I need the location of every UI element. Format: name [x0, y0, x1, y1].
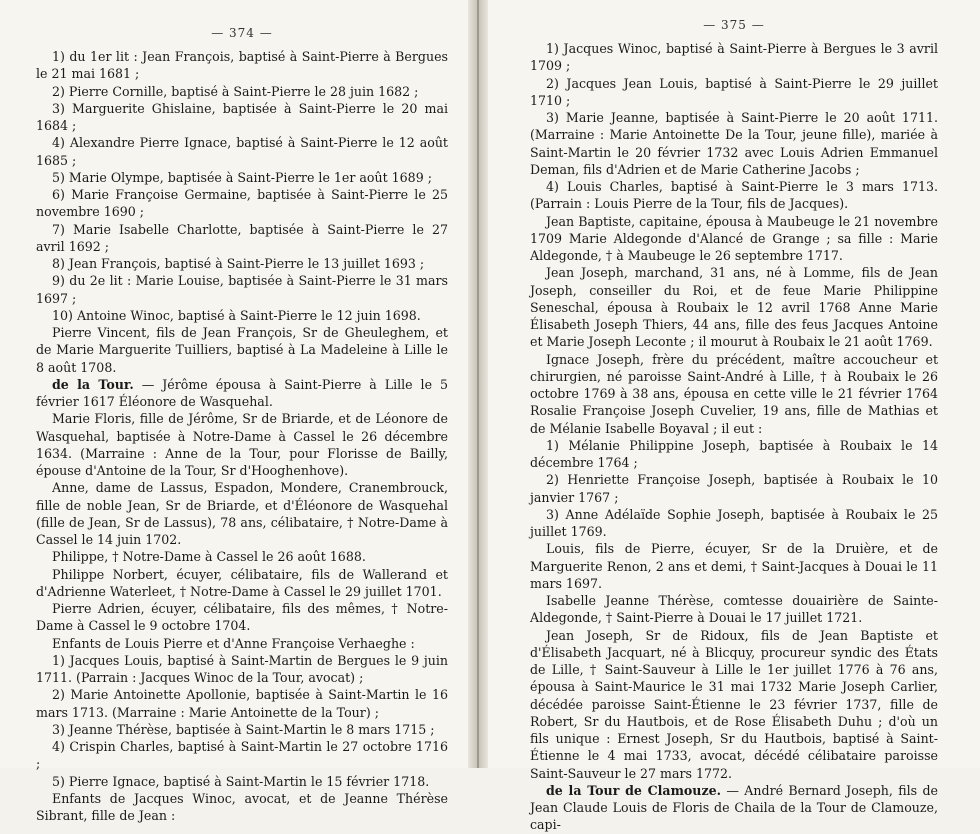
entry-paragraph: Isabelle Jeanne Thérèse, comtesse douairière de Sainte-Aldegonde, † Saint-Pierre à Douai le 17 juillet 1721. — [530, 593, 938, 626]
entry-paragraph: 6) Marie Françoise Germaine, baptisée à Saint-Pierre le 25 novembre 1690 ; — [36, 187, 448, 220]
entry-paragraph: 2) Pierre Cornille, baptisé à Saint-Pierre le 28 juin 1682 ; — [52, 83, 419, 99]
entry-paragraph: Enfants de Louis Pierre et d'Anne Françoise Verhaeghe : — [52, 635, 415, 651]
entry-paragraph: Pierre Vincent, fils de Jean François, Sr de Gheuleghem, et de Marie Marguerite Tuilliers, baptisé à La Madeleine à Lille le 8 août 1708. — [36, 325, 448, 375]
book-gutter — [468, 0, 488, 768]
entry-paragraph: 4) Crispin Charles, baptisé à Saint-Martin le 27 octobre 1716 ; — [36, 739, 448, 772]
page-number: — 375 — — [703, 18, 765, 32]
entry-paragraph: 1) du 1er lit : Jean François, baptisé à Saint-Pierre à Bergues le 21 mai 1681 ; — [36, 49, 448, 82]
entry-paragraph: 9) du 2e lit : Marie Louise, baptisée à Saint-Pierre le 31 mars 1697 ; — [36, 273, 448, 306]
right-page-text — [530, 40, 938, 834]
page-number: — 374 — — [211, 26, 273, 40]
entry-paragraph: 3) Anne Adélaïde Sophie Joseph, baptisée à Roubaix le 25 juillet 1769. — [530, 506, 938, 539]
entry-paragraph: 8) Jean François, baptisé à Saint-Pierre le 13 juillet 1693 ; — [52, 256, 425, 271]
entry-paragraph: 2) Jacques Jean Louis, baptisé à Saint-Pierre le 29 juillet 1710 ; — [530, 75, 938, 108]
entry-paragraph: Anne, dame de Lassus, Espadon, Mondere, Cranembrouck, fille de noble Jean, Sr de Briarde, et d'Éléonore de Wasquehal (fille de Jean, Sr de Lassus), 78 ans, célibataire, † Notre-Dame à Cassel le 14 juin 1702. — [36, 480, 448, 547]
left-page-text — [36, 48, 448, 824]
entry-paragraph: 2) Henriette Françoise Joseph, baptisée à Roubaix le 10 janvier 1767 ; — [530, 472, 938, 505]
entry-paragraph: Jean Baptiste, capitaine, épousa à Maubeuge le 21 novembre 1709 Marie Aldegonde d'Alancé de Grange ; sa fille : Marie Aldegonde, † à Maubeuge le 26 septembre 1717. — [530, 213, 938, 263]
entry-paragraph: 3) Marguerite Ghislaine, baptisée à Saint-Pierre le 20 mai 1684 ; — [36, 100, 448, 133]
entry-paragraph: Louis, fils de Pierre, écuyer, Sr de la Druière, et de Marguerite Renon, 2 ans et demi, † Saint-Jacques à Douai le 11 mars 1697. — [530, 541, 938, 591]
entry-paragraph: Jean Joseph, marchand, 31 ans, né à Lomme, fils de Jean Joseph, conseiller du Roi, et de feue Marie Philippine Seneschal, épousa à Roubaix le 12 avril 1768 Anne Marie Élisabeth Joseph Thiers, 44 ans, fille des feus Jacques Antoine et Marie Joseph Leconte ; il mourut à Roubaix le 21 août 1769. — [530, 265, 938, 350]
section-heading-paragraph: de la Tour. — Jérôme épousa à Saint-Pierre à Lille le 5 février 1617 Éléonore de Wasquehal. — [36, 376, 448, 409]
entry-paragraph: 2) Marie Antoinette Apollonie, baptisée à Saint-Martin le 16 mars 1713. (Marraine : Marie Antoinette de la Tour) ; — [36, 687, 448, 720]
entry-paragraph: 1) Jacques Winoc, baptisé à Saint-Pierre à Bergues le 3 avril 1709 ; — [530, 41, 938, 74]
entry-paragraph: 4) Louis Charles, baptisé à Saint-Pierre le 3 mars 1713. (Parrain : Louis Pierre de la Tour, fils de Jacques). — [530, 179, 938, 212]
entry-paragraph: Jean Joseph, Sr de Ridoux, fils de Jean Baptiste et d'Élisabeth Jacquart, né à Blicquy, procureur syndic des États de Lille, † Saint-Sauveur à Lille le 1er juillet 1776 à 76 ans, épousa à Saint-Maurice le 31 mai 1732 Marie Joseph Carlier, décédée paroisse Saint-Étienne le 23 février 1737, fille de Robert, Sr du Hautbois, et de Rose Élisabeth Duhu ; d'où un fils unique : Ernest Joseph, Sr du Hautbois, baptisé à Saint-Étienne le 4 mai 1733, avocat, décédé célibataire paroisse Saint-Sauveur le 27 mars 1772. — [530, 627, 938, 781]
entry-paragraph: 4) Alexandre Pierre Ignace, baptisé à Saint-Pierre le 12 août 1685 ; — [36, 135, 448, 168]
section-heading-paragraph: de la Tour de Clamouze. — André Bernard Joseph, fils de Jean Claude Louis de Floris de Chaila de la Tour de Clamouze, capi- — [530, 782, 938, 833]
left-page — [0, 0, 468, 823]
entry-paragraph: 3) Jeanne Thérèse, baptisée à Saint-Martin le 8 mars 1715 ; — [52, 721, 435, 737]
entry-paragraph: Marie Floris, fille de Jérôme, Sr de Briarde, et de Léonore de Wasquehal, baptisée à Notre-Dame à Cassel le 26 décembre 1634. (Marraine : Anne de la Tour, pour Florisse de Bailly, épouse d'Antoine de la Tour, Sr d'Hooghenhove). — [36, 411, 448, 478]
entry-paragraph: Pierre Adrien, écuyer, célibataire, fils des mêmes, † Notre-Dame à Cassel le 9 octobre 1704. — [36, 601, 448, 634]
entry-paragraph: Philippe Norbert, écuyer, célibataire, fils de Wallerand et d'Adrienne Waterleet, † Notre-Dame à Cassel le 29 juillet 1701. — [36, 566, 448, 599]
entry-paragraph: 3) Marie Jeanne, baptisée à Saint-Pierre le 20 août 1711. (Marraine : Marie Antoinette De la Tour, jeune fille), mariée à Saint-Martin le 20 février 1732 avec Louis Adrien Emmanuel Deman, fils d'Adrien et de Marie Catherine Jacobs ; — [530, 110, 938, 177]
entry-paragraph: 1) Mélanie Philippine Joseph, baptisée à Roubaix le 14 décembre 1764 ; — [530, 437, 938, 470]
entry-paragraph: Ignace Joseph, frère du précédent, maître accoucheur et chirurgien, né paroisse Saint-André à Lille, † à Roubaix le 26 octobre 1769 à 38 ans, épousa en cette ville le 21 février 1764 Rosalie Françoise Joseph Cuvelier, 19 ans, fille de Mathias et de Mélanie Isabelle Boyaval ; il eut : — [530, 351, 938, 436]
entry-paragraph: 7) Marie Isabelle Charlotte, baptisée à Saint-Pierre le 27 avril 1692 ; — [36, 221, 448, 254]
entry-paragraph: Philippe, † Notre-Dame à Cassel le 26 août 1688. — [52, 549, 366, 565]
entry-paragraph: Enfants de Jacques Winoc, avocat, et de Jeanne Thérèse Sibrant, fille de Jean : — [36, 790, 448, 823]
entry-paragraph: 5) Pierre Ignace, baptisé à Saint-Martin le 15 février 1718. — [52, 773, 430, 789]
entry-paragraph: 10) Antoine Winoc, baptisé à Saint-Pierre le 12 juin 1698. — [52, 307, 421, 323]
right-page — [488, 0, 980, 833]
entry-paragraph: 1) Jacques Louis, baptisé à Saint-Martin de Bergues le 9 juin 1711. (Parrain : Jacques Winoc de la Tour, avocat) ; — [36, 652, 448, 685]
entry-paragraph: 5) Marie Olympe, baptisée à Saint-Pierre le 1er août 1689 ; — [52, 169, 432, 185]
